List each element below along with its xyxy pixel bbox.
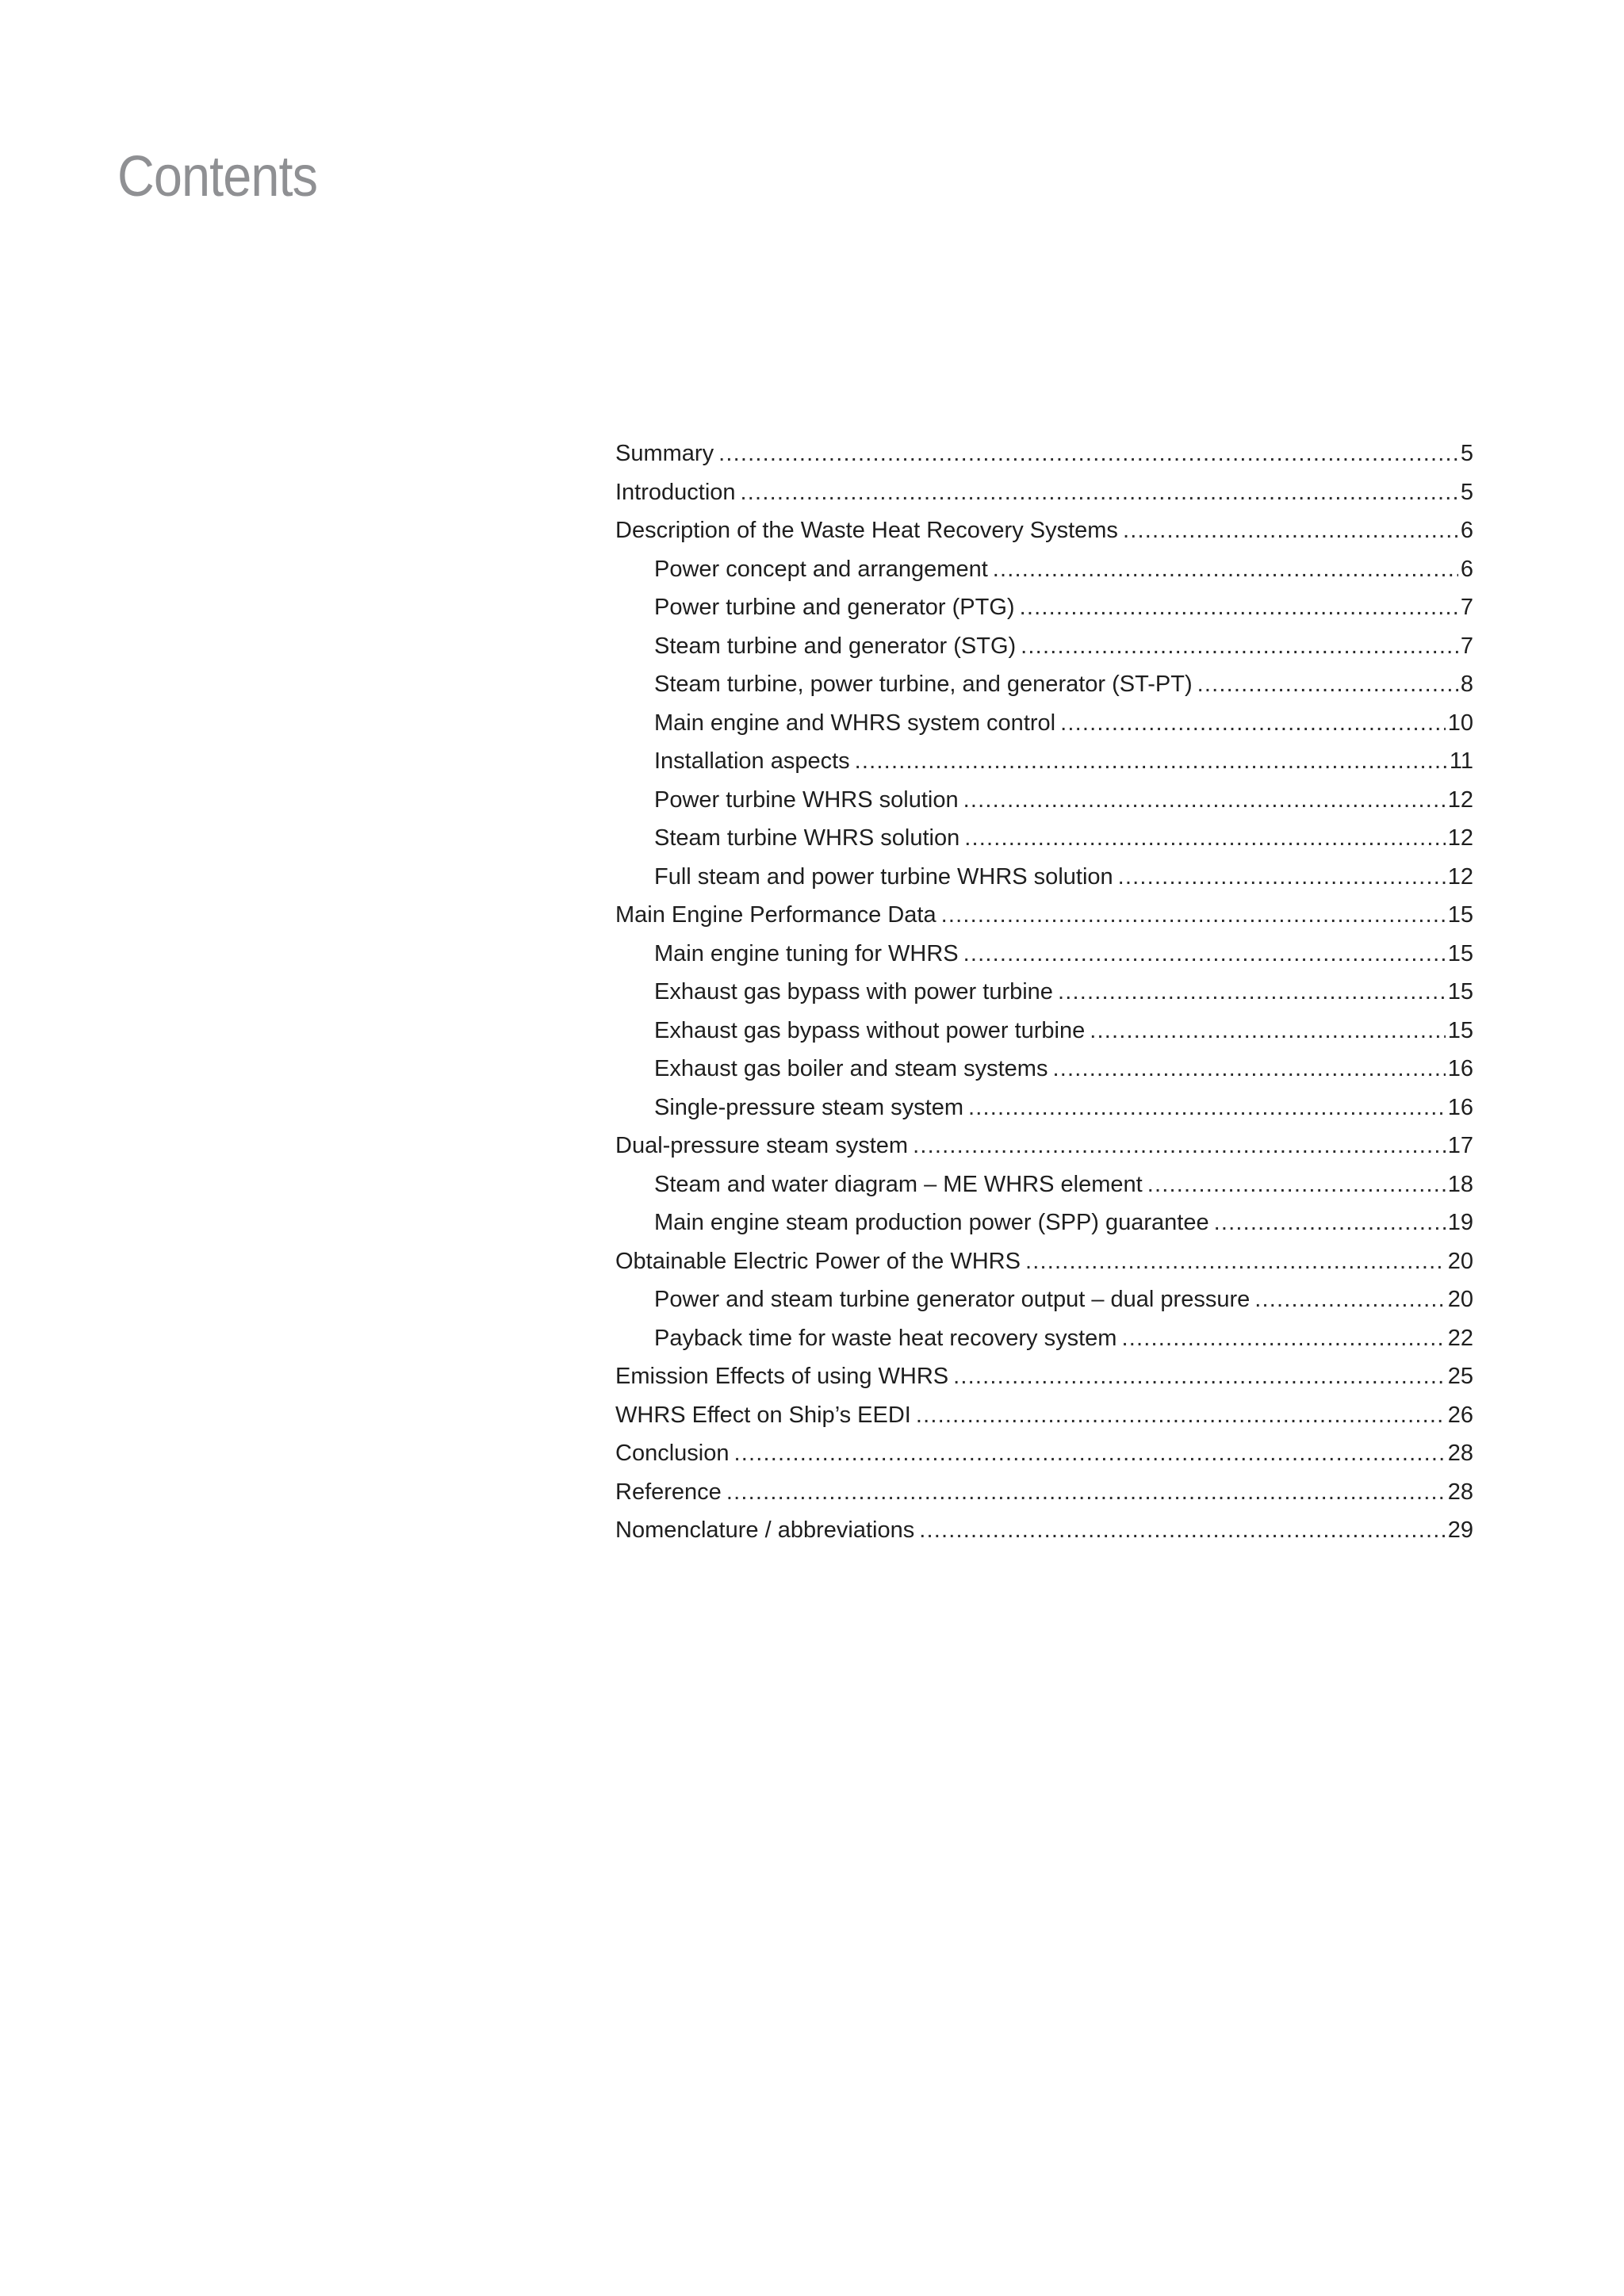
toc-page-number: 6 (1460, 518, 1473, 543)
toc-entry[interactable] (615, 1203, 1473, 1242)
toc-dot-leader (953, 1357, 1446, 1396)
toc-entry[interactable] (615, 665, 1473, 704)
toc-entry[interactable] (615, 473, 1473, 512)
toc-dot-leader (1021, 627, 1458, 666)
toc-dot-leader (1254, 1280, 1445, 1319)
toc-entry-title: Steam turbine, power turbine, and generator (ST-PT) (654, 672, 1193, 697)
toc-dot-leader (1214, 1203, 1446, 1242)
toc-entry[interactable] (615, 1511, 1473, 1550)
toc-entry-title: Exhaust gas bypass without power turbine (654, 1017, 1086, 1043)
toc-dot-leader (993, 550, 1458, 589)
toc-entry[interactable] (615, 858, 1473, 897)
toc-dot-leader (1020, 588, 1458, 627)
toc-entry-title: Installation aspects (654, 748, 850, 774)
toc-dot-leader (919, 1511, 1446, 1550)
toc-entry[interactable] (615, 550, 1473, 589)
toc-entry-title: Steam and water diagram – ME WHRS element (654, 1171, 1143, 1197)
toc-entry[interactable] (615, 1473, 1473, 1512)
toc-page-number: 15 (1447, 902, 1473, 928)
toc-entry[interactable] (615, 1242, 1473, 1281)
toc-page-number: 11 (1449, 748, 1473, 774)
toc-dot-leader (916, 1396, 1446, 1435)
toc-page-number: 29 (1447, 1517, 1473, 1543)
toc-entry[interactable] (615, 1319, 1473, 1358)
toc-entry-title: Power concept and arrangement (654, 556, 988, 582)
toc-page-number: 8 (1460, 672, 1473, 697)
toc-page-number: 20 (1447, 1287, 1473, 1312)
toc-page-number: 25 (1447, 1364, 1473, 1389)
toc-entry[interactable] (615, 1089, 1473, 1127)
toc-page-number: 5 (1460, 441, 1473, 466)
toc-entry-title: Steam turbine and generator (STG) (654, 633, 1017, 659)
toc-dot-leader (1025, 1242, 1446, 1281)
toc-entry[interactable] (615, 1050, 1473, 1089)
toc-entry-title: Full steam and power turbine WHRS solution (654, 863, 1113, 890)
toc-entry-title: Power turbine and generator (PTG) (654, 595, 1015, 620)
toc-entry-title: Summary (615, 441, 714, 466)
toc-dot-leader (1147, 1165, 1446, 1204)
toc-entry[interactable] (615, 1165, 1473, 1204)
toc-dot-leader (1090, 1012, 1445, 1050)
toc-entry-title: Main engine and WHRS system control (654, 710, 1056, 736)
toc-page-number: 16 (1447, 1094, 1473, 1120)
toc-dot-leader (941, 896, 1446, 935)
toc-entry-title: Payback time for waste heat recovery system (654, 1325, 1117, 1351)
toc-dot-leader (1052, 1050, 1445, 1089)
toc-dot-leader (1058, 973, 1446, 1012)
toc-entry[interactable] (615, 1127, 1473, 1165)
toc-entry[interactable] (615, 1357, 1473, 1396)
toc-entry-title: Obtainable Electric Power of the WHRS (615, 1248, 1021, 1274)
table-of-contents (615, 434, 1473, 1550)
toc-page-number: 20 (1447, 1248, 1473, 1274)
toc-dot-leader (964, 819, 1446, 858)
toc-entry-title: Dual-pressure steam system (615, 1133, 909, 1158)
toc-entry[interactable] (615, 1434, 1473, 1473)
toc-entry-title: Introduction (615, 479, 736, 505)
toc-entry[interactable] (615, 1396, 1473, 1435)
toc-entry[interactable] (615, 973, 1473, 1012)
toc-dot-leader (1121, 1319, 1445, 1358)
toc-page-number: 15 (1447, 979, 1473, 1004)
toc-entry[interactable] (615, 511, 1473, 550)
toc-entry[interactable] (615, 781, 1473, 820)
toc-entry-title: Description of the Waste Heat Recovery Systems (615, 518, 1118, 543)
toc-dot-leader (968, 1089, 1446, 1127)
toc-entry[interactable] (615, 627, 1473, 666)
toc-page-number: 12 (1447, 786, 1473, 813)
toc-page-number: 18 (1447, 1171, 1473, 1197)
toc-page-number: 7 (1460, 633, 1473, 659)
toc-entry-title: Nomenclature / abbreviations (615, 1517, 915, 1543)
toc-dot-leader (855, 742, 1447, 781)
toc-entry-title: Reference (615, 1479, 722, 1505)
toc-entry-title: Power and steam turbine generator output – dual pressure (654, 1287, 1251, 1312)
toc-dot-leader (913, 1127, 1446, 1165)
toc-entry-title: Single-pressure steam system (654, 1094, 964, 1120)
toc-dot-leader (741, 473, 1458, 512)
toc-page-number: 6 (1460, 556, 1473, 582)
toc-page-number: 10 (1447, 710, 1473, 736)
toc-dot-leader (963, 781, 1446, 820)
toc-page-number: 12 (1447, 825, 1473, 851)
toc-entry[interactable] (615, 896, 1473, 935)
toc-page-number: 28 (1447, 1441, 1473, 1466)
toc-page-number: 28 (1447, 1479, 1473, 1505)
toc-entry[interactable] (615, 935, 1473, 974)
toc-dot-leader (963, 935, 1446, 974)
toc-page-number: 26 (1447, 1402, 1473, 1428)
toc-page-number: 17 (1447, 1133, 1473, 1158)
toc-entry-title: WHRS Effect on Ship’s EEDI (615, 1402, 911, 1428)
toc-entry[interactable] (615, 1012, 1473, 1050)
toc-entry-title: Conclusion (615, 1441, 730, 1466)
toc-page-number: 19 (1447, 1210, 1473, 1235)
toc-dot-leader (718, 434, 1458, 473)
toc-entry-title: Main Engine Performance Data (615, 902, 936, 928)
toc-dot-leader (1060, 704, 1446, 743)
toc-dot-leader (1197, 665, 1458, 704)
page-title: Contents (117, 145, 318, 209)
toc-page-number: 16 (1447, 1056, 1473, 1081)
toc-entry[interactable] (615, 742, 1473, 781)
toc-entry-title: Emission Effects of using WHRS (615, 1364, 949, 1389)
toc-entry-title: Main engine steam production power (SPP) guarantee (654, 1210, 1209, 1235)
toc-dot-leader (1118, 858, 1446, 897)
toc-page-number: 15 (1447, 1017, 1473, 1043)
toc-entry[interactable] (615, 819, 1473, 858)
toc-page-number: 12 (1447, 863, 1473, 890)
toc-page-number: 22 (1447, 1325, 1473, 1351)
toc-entry-title: Power turbine WHRS solution (654, 786, 959, 813)
toc-entry[interactable] (615, 434, 1473, 473)
toc-entry-title: Exhaust gas bypass with power turbine (654, 979, 1053, 1004)
toc-entry[interactable] (615, 704, 1473, 743)
toc-page-number: 15 (1447, 940, 1473, 966)
toc-entry[interactable] (615, 1280, 1473, 1319)
toc-entry-title: Main engine tuning for WHRS (654, 940, 959, 966)
toc-entry-title: Exhaust gas boiler and steam systems (654, 1056, 1048, 1081)
toc-entry[interactable] (615, 588, 1473, 627)
toc-page-number: 5 (1460, 479, 1473, 505)
toc-dot-leader (733, 1434, 1445, 1473)
toc-page-number: 7 (1460, 595, 1473, 620)
toc-dot-leader (726, 1473, 1446, 1512)
toc-dot-leader (1123, 511, 1458, 550)
toc-entry-title: Steam turbine WHRS solution (654, 825, 960, 851)
